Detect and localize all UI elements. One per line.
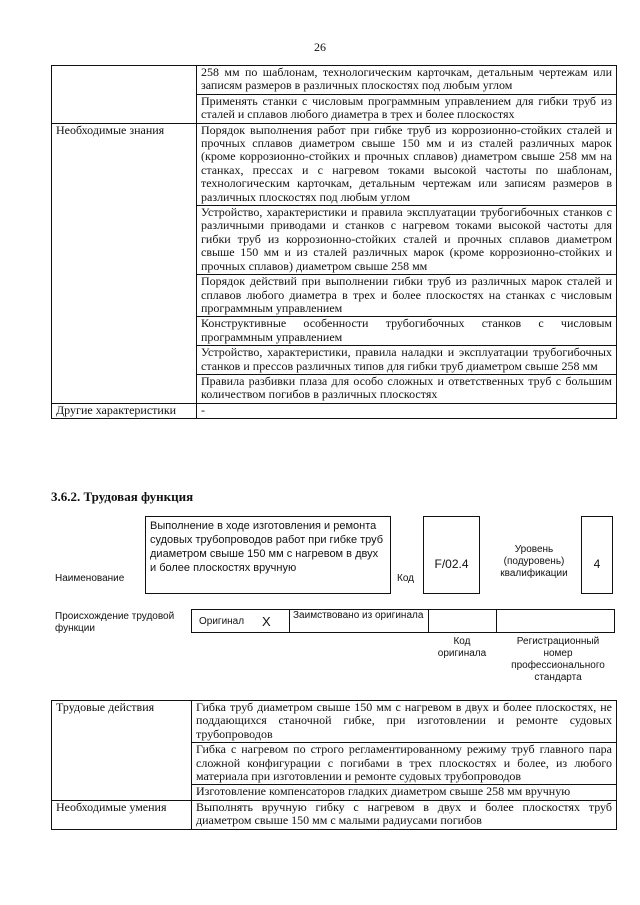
level-label: Уровень (подуровень) квалификации [500,544,568,579]
code-label: Код [397,573,415,584]
table-row-label-skills: Необходимые умения [52,800,192,829]
borrowed-label: Заимствовано из оригинала [293,610,424,621]
level-value: 4 [593,557,601,571]
section-heading: 3.6.2. Трудовая функция [51,489,194,504]
function-code: F/02.4 [434,557,469,571]
name-label: Наименование [55,573,125,584]
original-label: Оригинал [199,616,245,627]
table-row-label-other: Другие характеристики [52,403,197,418]
reg-caption: Регистрационный номер профессионального стандарта [511,636,605,683]
table-cell: Порядок выполнения работ при гибке труб из коррозионно-стойких сталей и прочных сплавов диаметром свыше 150 мм и из сталей различных марок (кроме коррозионно-стойких и прочных сплавов) диаметром свыше 258 мм на станках, прессах и с нагревом токами высокой частоты по шаблонам, технологическим карточкам, детальным чертежам или записям размеров в различных плоскостях под любым углом [197,123,617,205]
table-cell: 258 мм по шаблонам, технологическим карточкам, детальным чертежам или записям размеров в различных плоскостях под любым углом [197,66,617,95]
origin-label: Происхождение трудовой функции [55,611,175,634]
divider [496,609,497,633]
table-cell: Гибка с нагревом по строго регламентированному режиму труб главного пара сложной конфигурации с погибами в трех плоскостях и более, из любого материала при изготовлении и ремонте судовых трубопроводов [192,743,617,785]
divider [289,609,290,633]
code-caption: Код оригинала [437,636,487,659]
actions-table [51,700,617,830]
table-cell: Гибка труб диаметром свыше 150 мм с нагревом в двух и более плоскостях, не поддающихся станочной гибке, при изготовлении и ремонте судовых трубопроводов [192,701,617,743]
table-cell: Порядок действий при выполнении гибки труб из различных марок сталей и сплавов любого диаметра в трех и более плоскостях на станках с числовым программным управлением [197,275,617,317]
table-cell: Устройство, характеристики и правила эксплуатации трубогибочных станков с различными приводами и станков с нагревом токами высокой частоты для гибки труб из коррозионно-стойких сталей и прочных сплавов диаметром свыше 150 мм и из сталей различных марок (кроме коррозионно-стойких и прочных сплавов) диаметром свыше 258 мм [197,206,617,275]
table-cell: Применять станки с числовым программным управлением для гибки труб из сталей и сплавов любого диаметра в трех и более плоскостях [197,94,617,123]
table-cell: Правила разбивки плаза для особо сложных и ответственных труб с большим количеством погибов в различных плоскостях [197,374,617,403]
table-row-label [52,66,197,124]
table-cell: Изготовление компенсаторов гладких диаметром свыше 258 мм вручную [192,785,617,800]
function-code-box [423,516,480,594]
table-cell: Выполнять вручную гибку с нагревом в двух и более плоскостях труб диаметром свыше 150 мм с малыми радиусами погибов [192,800,617,829]
function-name: Выполнение в ходе изготовления и ремонта судовых трубопроводов работ при гибке труб диаметром свыше 150 мм с нагревом в двух и более плоскостях вручную [150,520,384,574]
level-box [581,516,613,594]
table-row-label-actions: Трудовые действия [52,701,192,801]
table-row-label-knowledge: Необходимые знания [52,123,197,403]
knowledge-table [51,65,617,419]
table-cell: Устройство, характеристики, правила наладки и эксплуатации трубогибочных станков и прессов различных типов для гибки труб диаметром свыше 258 мм [197,346,617,375]
table-cell: - [197,403,617,418]
table-cell: Конструктивные особенности трубогибочных станков с числовым программным управлением [197,317,617,346]
function-name-box [145,516,391,594]
divider [428,609,429,633]
original-mark: X [262,614,271,629]
page-number: 26 [314,40,326,54]
